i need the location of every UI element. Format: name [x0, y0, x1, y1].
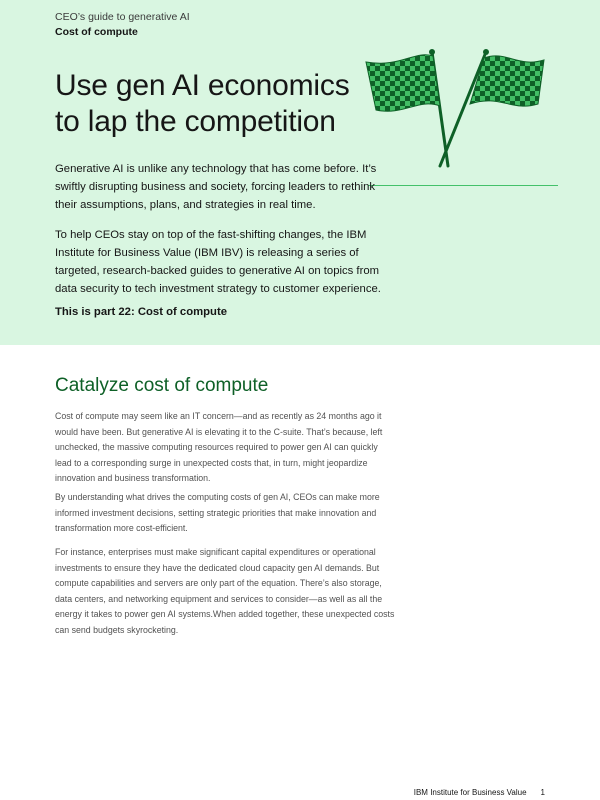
intro-paragraph: Generative AI is unlike any technology that has come before. It’s swiftly disrupting business and society, forcing leaders to rethink their assumptions, plans, and strategies in real time.: [55, 163, 377, 211]
section-title: Catalyze cost of compute: [55, 375, 269, 396]
page-title: Use gen AI economics to lap the competition: [55, 69, 350, 138]
page-footer: [414, 788, 545, 797]
page-number: 1: [540, 788, 545, 797]
topic-label: Cost of compute: [55, 26, 138, 38]
document-header: [55, 10, 190, 40]
intro-paragraph: To help CEOs stay on top of the fast-shifting changes, the IBM Institute for Business Value (IBM IBV) is releasing a series of targeted, research-backed guides to generative AI on topics from data security to tech investment strategy to customer experience.: [55, 229, 381, 295]
checkered-flags-icon: [360, 46, 550, 170]
body-paragraph: For instance, enterprises must make significant capital expenditures or operational investments to ensure they have the dedicated cloud capacity gen AI demands. But compute capabilities and servers are only part of the equation. There’s also storage, data centers, and networking equipment and services to consider—as well as all the energy it takes to power gen AI systems.When added together, these unexpected costs can send budgets skyrocketing.: [55, 547, 395, 635]
part-label: This is part 22: Cost of compute: [55, 306, 227, 318]
divider: [368, 185, 558, 186]
series-label: CEO’s guide to generative AI: [55, 11, 190, 23]
body-paragraph: Cost of compute may seem like an IT concern—and as recently as 24 months ago it would have been. But generative AI is elevating it to the C-suite. That’s because, left unchecked, the massive computing resources required to power gen AI can quickly lead to a corresponding surge in unexpected costs that, in turn, might jeopardize innovation and business transformation.: [55, 411, 383, 483]
body-paragraph: By understanding what drives the computing costs of gen AI, CEOs can make more informed investment decisions, setting strategic priorities that make innovation and transformation more cost-efficient.: [55, 492, 380, 533]
footer-org: IBM Institute for Business Value: [413, 788, 527, 797]
